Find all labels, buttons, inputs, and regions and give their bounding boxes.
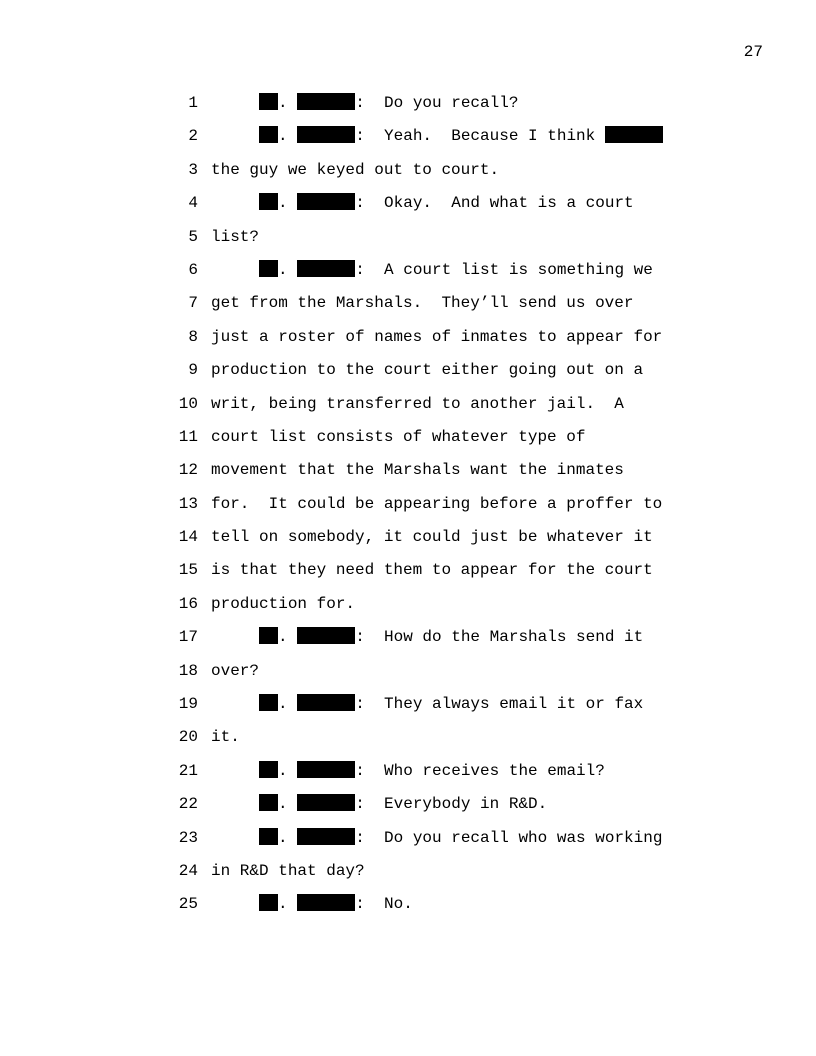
transcript-line	[0, 459, 816, 492]
line-text: court list consists of whatever type of	[211, 427, 586, 446]
line-text: the guy we keyed out to court.	[211, 160, 500, 179]
transcript-line	[0, 226, 816, 259]
redaction-bar	[259, 828, 278, 845]
continuation-line	[211, 593, 355, 615]
line-text: writ, being transferred to another jail. A	[211, 394, 624, 413]
redaction-bar	[259, 694, 278, 711]
speaker-line: . : Who receives the email?	[259, 760, 605, 782]
line-number: 7	[188, 294, 198, 313]
redaction-bar	[297, 828, 355, 845]
line-text: for. It could be appearing before a proffer to	[211, 494, 663, 513]
redaction-bar	[605, 126, 663, 143]
speaker-line: . : No.	[259, 893, 413, 915]
line-number: 3	[188, 160, 198, 179]
line-number: 16	[178, 594, 198, 613]
line-number: 13	[178, 494, 198, 513]
line-number: 15	[178, 561, 198, 580]
transcript-line	[0, 393, 816, 426]
redaction-bar	[297, 126, 355, 143]
redaction-bar	[259, 126, 278, 143]
redaction-bar	[297, 93, 355, 110]
transcript-body	[0, 92, 816, 927]
speaker-line: . : Everybody in R&D.	[259, 793, 547, 815]
line-text: A court list is something we	[384, 260, 653, 279]
speaker-line: . : Yeah. Because I think	[259, 125, 663, 147]
redaction-bar	[297, 894, 355, 911]
line-text: over?	[211, 661, 260, 680]
line-number: 20	[178, 728, 198, 747]
transcript-line	[0, 426, 816, 459]
transcript-line	[0, 726, 816, 759]
line-text: Do you recall?	[384, 94, 519, 112]
redaction-bar	[259, 894, 278, 911]
continuation-line	[211, 526, 653, 548]
transcript-line	[0, 92, 816, 125]
redaction-bar	[297, 694, 355, 711]
transcript-line	[0, 693, 816, 726]
transcript-line	[0, 593, 816, 626]
speaker-line: . : Do you recall who was working	[259, 827, 662, 849]
line-number: 25	[178, 895, 198, 914]
redaction-bar	[259, 794, 278, 811]
line-number: 8	[188, 327, 198, 346]
transcript-line	[0, 192, 816, 225]
transcript-line	[0, 259, 816, 292]
line-number: 2	[188, 127, 198, 146]
redaction-bar	[259, 761, 278, 778]
line-number: 11	[178, 427, 198, 446]
redaction-bar	[297, 794, 355, 811]
redaction-bar	[297, 260, 355, 277]
transcript-line	[0, 125, 816, 158]
line-text: in R&D that day?	[211, 861, 365, 880]
line-number: 19	[178, 695, 198, 714]
transcript-line	[0, 159, 816, 192]
redaction-bar	[297, 761, 355, 778]
continuation-line	[211, 226, 259, 248]
line-text: production for.	[211, 594, 356, 613]
line-number: 1	[188, 94, 198, 112]
redaction-bar	[259, 93, 278, 110]
continuation-line	[211, 326, 662, 348]
speaker-line: . : They always email it or fax	[259, 693, 643, 715]
redaction-bar	[297, 627, 355, 644]
redaction-bar	[259, 193, 278, 210]
line-text: They always email it or fax	[384, 695, 644, 714]
line-text: list?	[211, 227, 260, 246]
continuation-line	[211, 459, 624, 481]
continuation-line	[211, 426, 585, 448]
speaker-line: . : A court list is something we	[259, 259, 653, 281]
line-text: it.	[211, 728, 240, 747]
redaction-bar	[297, 193, 355, 210]
line-number: 10	[178, 394, 198, 413]
page-number: 27	[743, 43, 763, 61]
transcript-line	[0, 827, 816, 860]
speaker-line: . : How do the Marshals send it	[259, 626, 643, 648]
line-number: 12	[178, 461, 198, 480]
line-number: 5	[188, 227, 198, 246]
transcript-line	[0, 793, 816, 826]
line-text: Yeah. Because I think	[384, 127, 605, 146]
line-text: No.	[384, 895, 413, 914]
line-text: Who receives the email?	[384, 761, 605, 780]
continuation-line	[211, 493, 662, 515]
transcript-line	[0, 860, 816, 893]
transcript-line	[0, 660, 816, 693]
line-number: 4	[188, 194, 198, 213]
line-number: 6	[188, 260, 198, 279]
transcript-line	[0, 526, 816, 559]
line-number: 24	[178, 861, 198, 880]
line-text: movement that the Marshals want the inmates	[211, 461, 624, 480]
line-text: Everybody in R&D.	[384, 795, 548, 814]
redaction-bar	[259, 260, 278, 277]
line-text: tell on somebody, it could just be whatever it	[211, 528, 653, 547]
line-text: just a roster of names of inmates to appear for	[211, 327, 663, 346]
line-number: 23	[178, 828, 198, 847]
line-text: Do you recall who was working	[384, 828, 663, 847]
line-number: 18	[178, 661, 198, 680]
transcript-line	[0, 626, 816, 659]
speaker-line: . : Do you recall?	[259, 92, 518, 114]
line-text: Okay. And what is a court	[384, 194, 634, 213]
line-number: 14	[178, 528, 198, 547]
transcript-line	[0, 359, 816, 392]
line-number: 9	[188, 361, 198, 380]
transcript-line	[0, 893, 816, 926]
transcript-line	[0, 493, 816, 526]
speaker-line: . : Okay. And what is a court	[259, 192, 634, 214]
line-text: production to the court either going out on a	[211, 361, 644, 380]
line-text: How do the Marshals send it	[384, 628, 644, 647]
continuation-line	[211, 860, 365, 882]
continuation-line	[211, 359, 643, 381]
line-text: get from the Marshals. They’ll send us over	[211, 294, 634, 313]
line-number: 21	[178, 761, 198, 780]
continuation-line	[211, 660, 259, 682]
continuation-line	[211, 159, 499, 181]
line-text: is that they need them to appear for the court	[211, 561, 653, 580]
continuation-line	[211, 393, 624, 415]
continuation-line	[211, 559, 653, 581]
line-number: 17	[178, 628, 198, 647]
redaction-bar	[259, 627, 278, 644]
transcript-line	[0, 760, 816, 793]
continuation-line	[211, 292, 633, 314]
transcript-line	[0, 559, 816, 592]
line-number: 22	[178, 795, 198, 814]
transcript-line	[0, 326, 816, 359]
transcript-line	[0, 292, 816, 325]
continuation-line	[211, 726, 240, 748]
